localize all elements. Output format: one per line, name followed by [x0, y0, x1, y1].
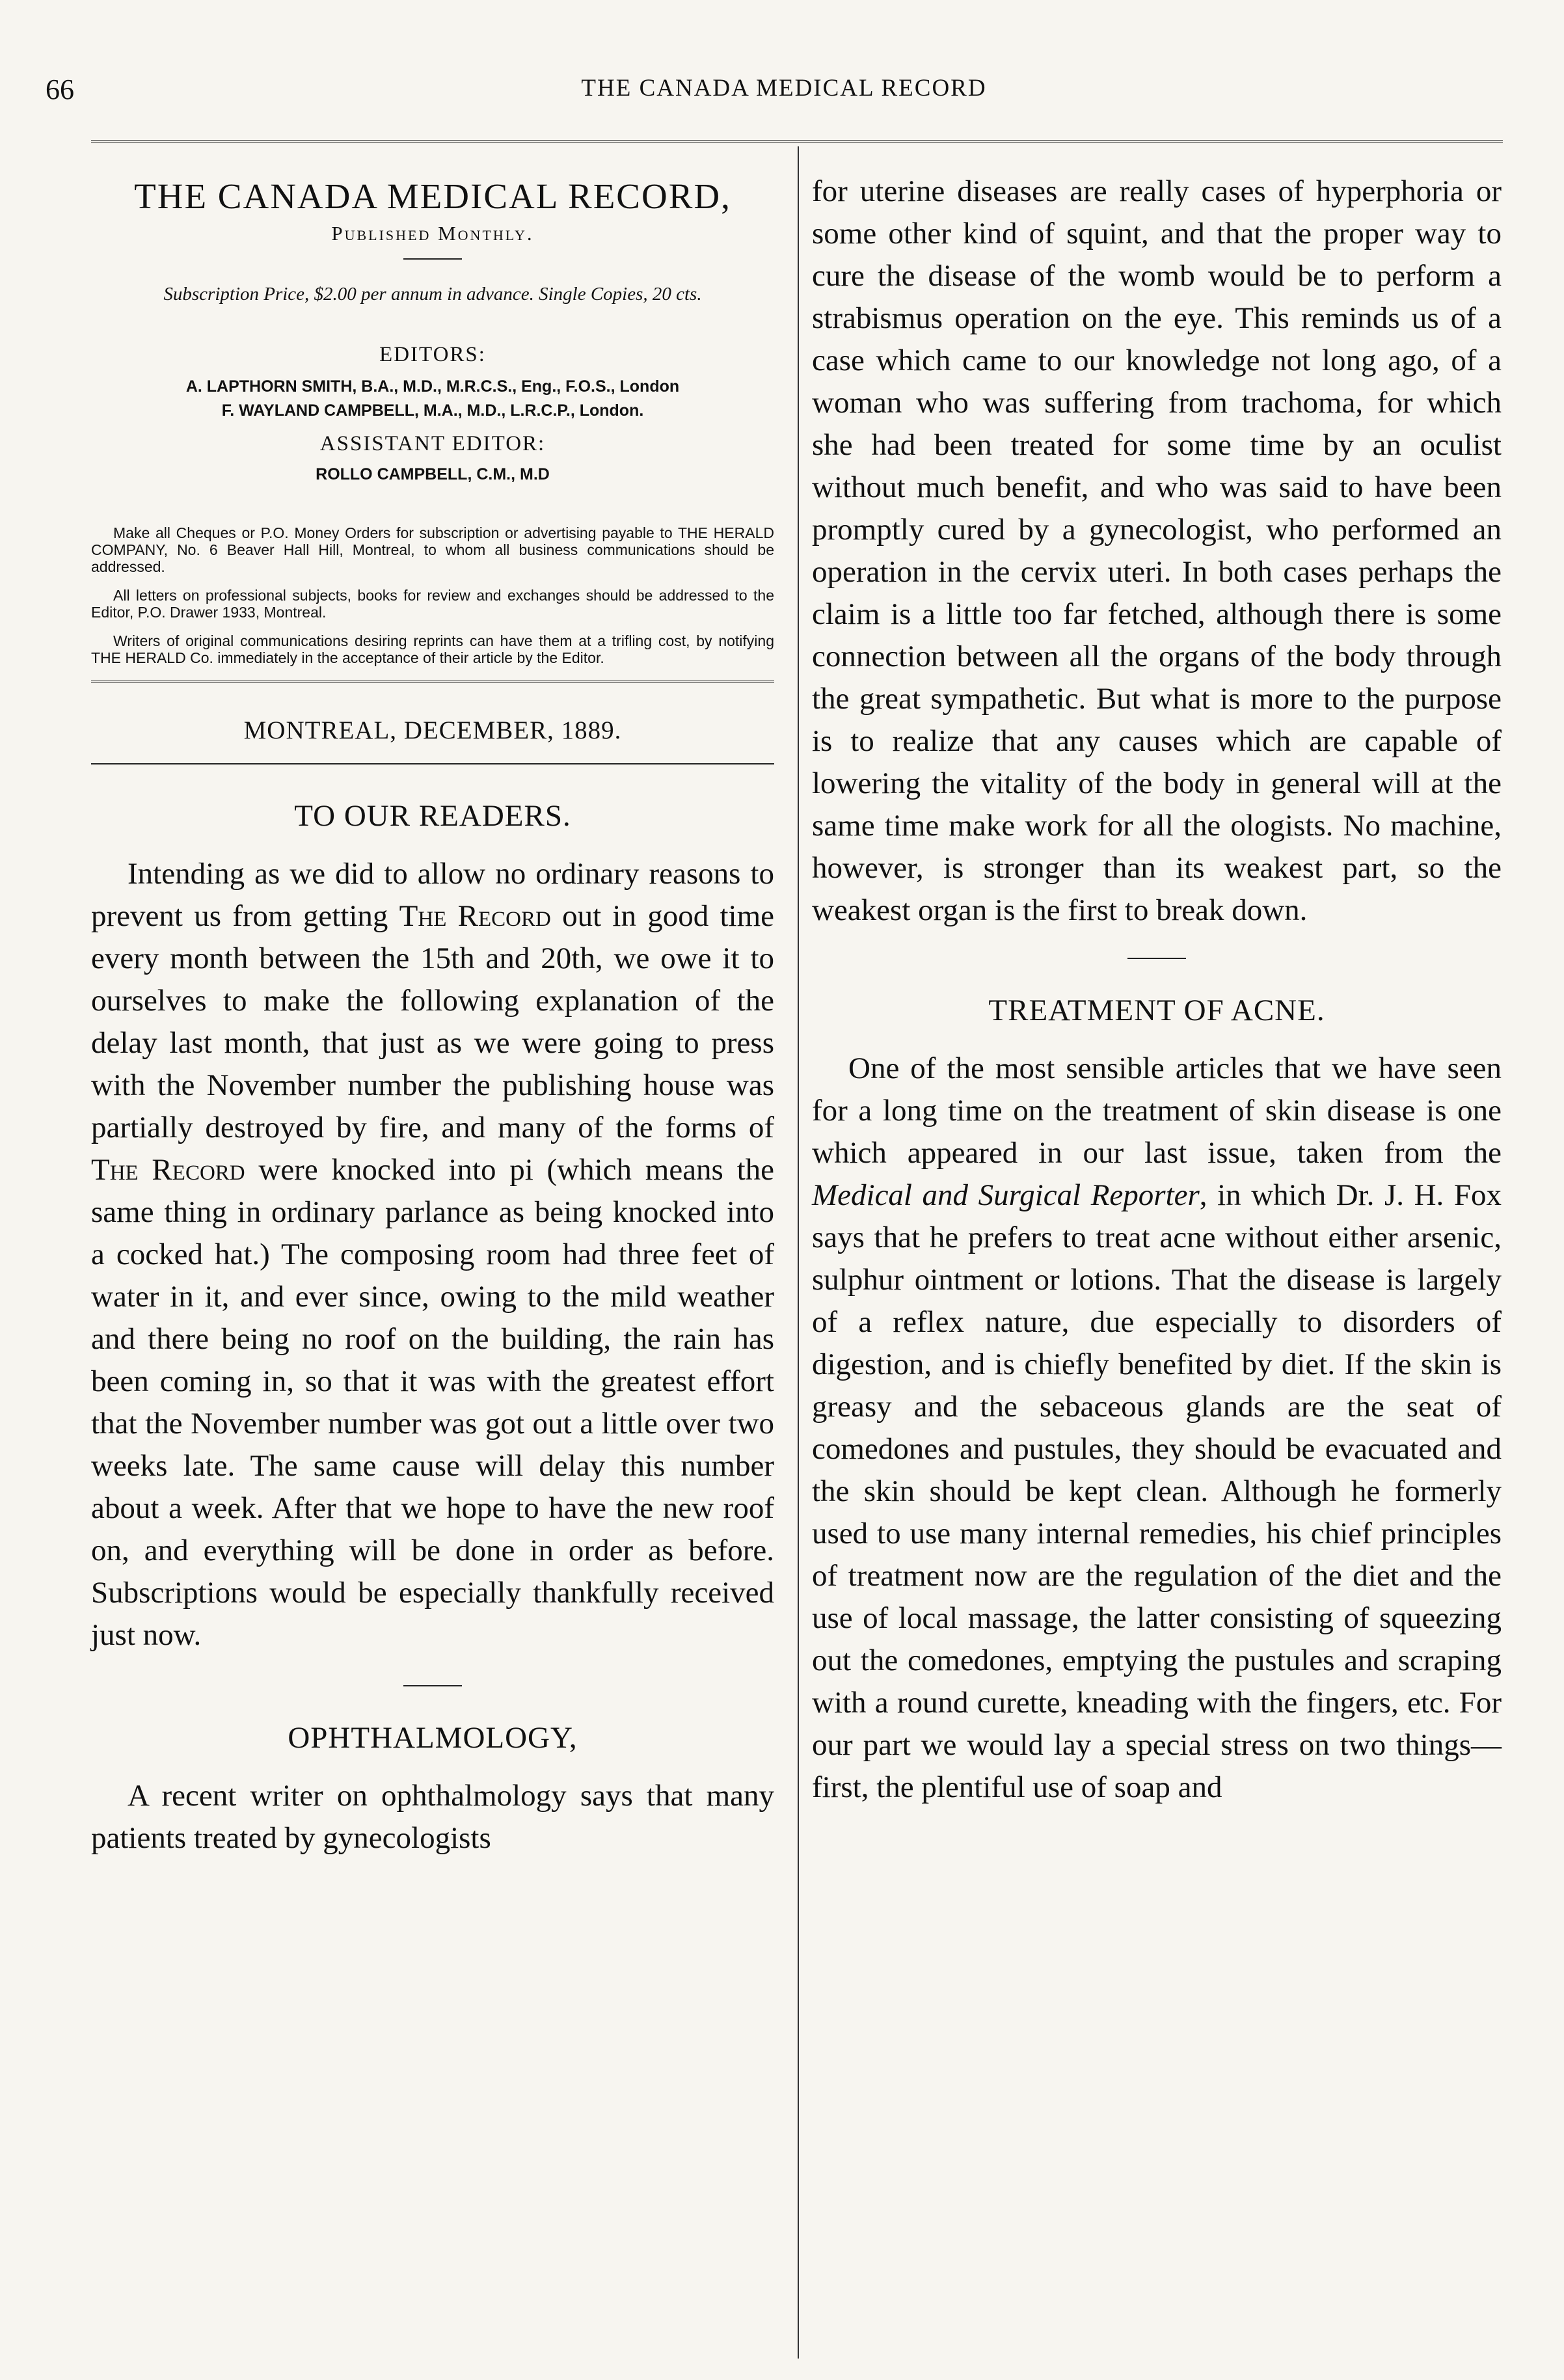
- text-run: out in good time every month between the 15th and 20th, we owe it to ourselves to make the following explanation of the delay last month, that just as we were going to press with the November number the publishing house was partially destroyed by fire, and many of the forms of: [91, 899, 774, 1144]
- published-line: Published Monthly.: [331, 222, 534, 245]
- editor-line-2: F. WAYLAND CAMPBELL, M.A., M.D., L.R.C.P., London.: [221, 401, 644, 420]
- right-column: [812, 156, 1502, 1809]
- journal-name: The Record: [399, 899, 551, 933]
- subscription-price: Subscription Price, $2.00 per annum in advance. Single Copies, 20 cts.: [163, 284, 702, 304]
- text-run: , in which Dr. J. H. Fox says that he prefers to treat acne without either arsenic, sulphur ointment or lotions. That the disease is largely of a reflex nature, due especially to disorders of digestion, and is chiefly benefited by diet. If the skin is greasy and the sebaceous glands are the seat of comedones and pustules, they should be evacuated and the skin should be kept clean. Although he formerly used to use many internal remedies, his chief principles of treatment now are the regulation of the diet and the use of local massage, the latter consisting of squeezing out the comedones, emptying the pustules and scraping with a round curette, kneading with the fingers, etc. For our part we would lay a special stress on two things—first, the plentiful use of soap and: [812, 1178, 1502, 1804]
- journal-name: Medical and Surgical Reporter: [812, 1178, 1200, 1212]
- notice-payments: Make all Cheques or P.O. Money Orders for subscription or advertising payable to THE HERALD COMPANY, No. 6 Beaver Hall Hill, Montreal, to whom all business communications should be addressed.: [91, 524, 774, 575]
- notice-letters: All letters on professional subjects, books for review and exchanges should be addressed to the Editor, P.O. Drawer 1933, Montreal.: [91, 587, 774, 621]
- short-rule: [1127, 958, 1186, 959]
- page-header: [46, 73, 1522, 118]
- journal-name: The Record: [91, 1153, 245, 1187]
- acne-paragraph: [812, 1048, 1502, 1809]
- left-column: [91, 156, 774, 1859]
- assistant-editor-label: ASSISTANT EDITOR:: [319, 432, 546, 455]
- editor-line-1: A. LAPTHORN SMITH, B.A., M.D., M.R.C.S., Eng., F.O.S., London: [185, 377, 680, 396]
- section-title-acne: TREATMENT OF ACNE.: [988, 994, 1325, 1027]
- text-run: were knocked into pi (which means the same thing in ordinary parlance as being knocked into a cocked hat.) The composing room had three feet of water in it, and ever since, owing to the mild weather and there being no roof on the building, the rain has been coming in, so that it was with the greatest effort that the November number was got out a little over two weeks late. The same cause will delay this number about a week. After that we hope to have the new roof on, and everything will be done in order as before. Subscriptions would be especially thankfully received just now.: [91, 1153, 775, 1652]
- section-title-to-our-readers: TO OUR READERS.: [294, 799, 571, 833]
- masthead-rule: [91, 681, 774, 683]
- notices: [91, 524, 774, 666]
- editors-label: EDITORS:: [379, 343, 486, 366]
- column-divider: [798, 146, 799, 2359]
- assistant-editor-name: ROLLO CAMPBELL, C.M., M.D: [316, 465, 550, 483]
- ophthalmology-paragraph-start: A recent writer on ophthalmology says that many patients treated by gynecologists: [91, 1779, 774, 1855]
- section-title-ophthalmology: OPHTHALMOLOGY,: [288, 1721, 578, 1755]
- to-our-readers-paragraph: [91, 853, 774, 1657]
- notice-reprints: Writers of original communications desiring reprints can have them at a trifling cost, by notifying THE HERALD Co. immediately in the acceptance of their article by the Editor.: [91, 632, 774, 666]
- dateline-rule: [91, 763, 774, 764]
- running-title: THE CANADA MEDICAL RECORD: [581, 75, 987, 101]
- text-run: One of the most sensible articles that we have seen for a long time on the treatment of skin disease is one which appeared in our last issue, taken from the: [812, 1051, 1502, 1170]
- dateline: MONTREAL, DECEMBER, 1889.: [243, 716, 622, 744]
- short-rule: [403, 1685, 462, 1686]
- masthead-title: THE CANADA MEDICAL RECORD,: [134, 176, 731, 216]
- text-run: Intending as we did to allow no ordinary reasons to prevent us from getting: [91, 857, 774, 933]
- page-number: 66: [46, 74, 74, 105]
- short-rule: [403, 258, 462, 260]
- ophthalmology-paragraph-continued: for uterine diseases are really cases of hyperphoria or some other kind of squint, and that the proper way to cure the disease of the womb would be to perform a strabismus operation on the eye. This reminds us of a case which came to our knowledge not long ago, of a woman who was suffering from trachoma, for which she had been treated for some time by an oculist without much benefit, and who was said to have been promptly cured by a gynecologist, who performed an operation in the cervix uteri. In both cases perhaps the claim is a little too far fetched, although there is some connection between all the organs of the body through the great sympathetic. But what is more to the purpose is to realize that any causes which are capable of lowering the vitality of the body in general will at the same time make work for all the ologists. No machine, however, is stronger than its weakest part, so the weakest organ is the first to break down.: [812, 174, 1502, 927]
- header-rule: [91, 140, 1503, 142]
